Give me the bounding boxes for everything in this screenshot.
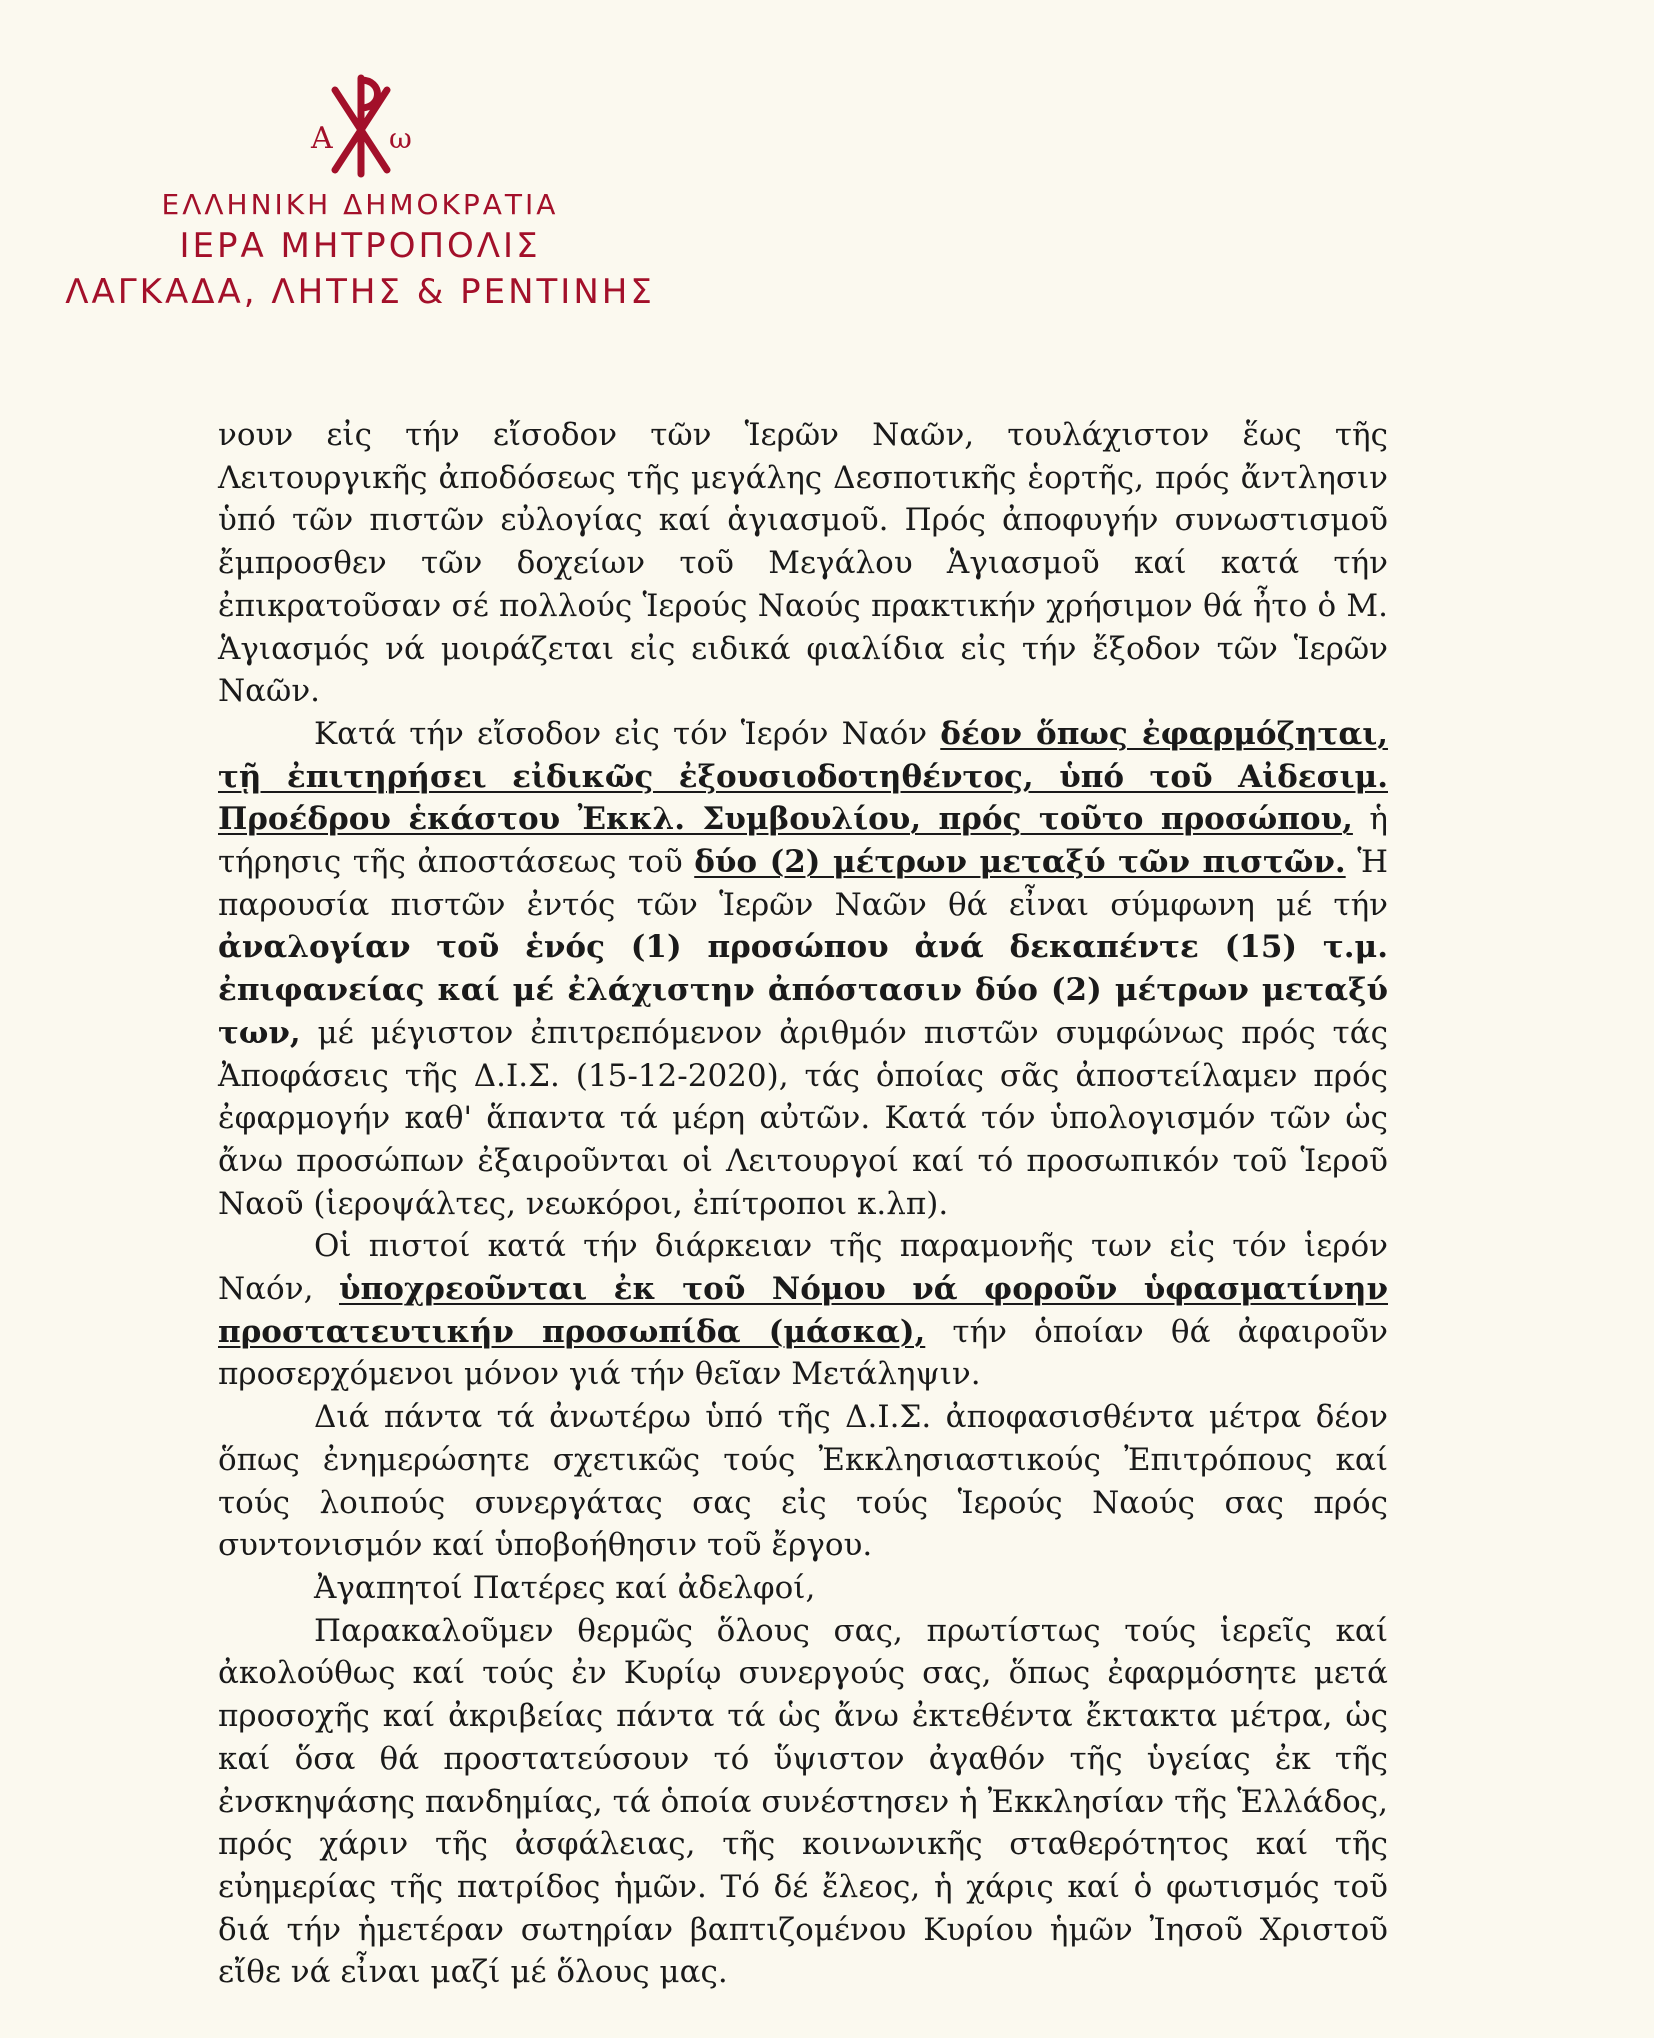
text-run: Κατά τήν εἴσοδον εἰς τόν Ἱερόν Ναόν: [314, 715, 941, 752]
text-run: μέ μέγιστον ἐπιτρεπόμενον ἀριθμόν πιστῶν συμφώνως πρός τάς Ἀποφάσεις τῆς Δ.Ι.Σ. (15-12-2020), τάς ὁποίας σᾶς ἀποστείλαμεν πρός ἐφαρμογήν καθ' ἅπαντα τά μέρη αὐτῶν. Κατά τόν ὑπολογισμόν τῶν ὡς ἄνω προσώπων ἐξαιροῦνται οἱ Λειτουργοί καί τό προσωπικόν τοῦ Ἱεροῦ Ναοῦ (ἱεροψάλτες, νεωκόροι, ἐπίτροποι κ.λπ).: [218, 1014, 1388, 1222]
salutation: Ἀγαπητοί Πατέρες καί ἀδελφοί,: [314, 1569, 816, 1606]
metropolis-title: ΙΕΡΑ ΜΗΤΡΟΠΟΛΙΣ: [179, 225, 541, 266]
letterhead: [60, 70, 660, 316]
svg-text:ω: ω: [389, 122, 412, 155]
paragraph-4: Διά πάντα τά ἀνωτέρω ὑπό τῆς Δ.Ι.Σ. ἀποφασισθέντα μέτρα δέον ὅπως ἐνημερώσητε σχετικῶς τούς Ἐκκλησιαστικούς Ἐπιτρόπους καί τούς λοιπούς συνεργάτας σας εἰς τούς Ἱερούς Ναούς σας πρός συντονισμόν καί ὑποβοήθησιν τοῦ ἔργου.: [218, 1399, 1388, 1564]
text-run: τήν ὁποίαν θά ἀφαιροῦν προσερχόμενοι μόνον γιά τήν θεῖαν Μετάληψιν.: [218, 1313, 1388, 1393]
letter-body: [218, 414, 1388, 1994]
state-name: ΕΛΛΗΝΙΚΗ ΔΗΜΟΚΡΑΤΙΑ: [161, 188, 559, 221]
text-run: Ἡ παρουσία πιστῶν ἐντός τῶν Ἱερῶν Ναῶν θά εἶναι σύμφωνη μέ τήν: [218, 844, 1388, 923]
underlined-distance: δύο (2) μέτρων μεταξύ τῶν πιστῶν.: [694, 844, 1346, 881]
chi-rho-alpha-omega-icon: [305, 70, 415, 180]
paragraph-1: νουν εἰς τήν εἴσοδον τῶν Ἱερῶν Ναῶν, τουλάχιστον ἕως τῆς Λειτουργικῆς ἀποδόσεως τῆς μεγάλης Δεσποτικῆς ἑορτῆς, πρός ἄντλησιν ὑπό τῶν πιστῶν εὐλογίας καί ἁγιασμοῦ. Πρός ἀποφυγήν συνωστισμοῦ ἔμπροσθεν τῶν δοχείων τοῦ Μεγάλου Ἁγιασμοῦ καί κατά τήν ἐπικρατοῦσαν σέ πολλούς Ἱερούς Ναούς πρακτικήν χρήσιμον θά ἦτο ὁ Μ. Ἁγιασμός νά μοιράζεται εἰς ειδικά φιαλίδια εἰς τήν ἔξοδον τῶν Ἱερῶν Ναῶν.: [218, 417, 1388, 710]
svg-text:A: A: [311, 121, 333, 156]
underlined-mask-rule: ὑποχρεοῦνται ἐκ τοῦ Νόμου νά φοροῦν ὑφασματίνην προστατευτικήν προσωπίδα (μάσκα),: [218, 1271, 1388, 1350]
text-run: Οἱ πιστοί κατά τήν διάρκειαν τῆς παραμονῆς των εἰς τόν ἱερόν Ναόν,: [218, 1228, 1388, 1308]
paragraph-6: Παρακαλοῦμεν θερμῶς ὅλους σας, πρωτίστως τούς ἱερεῖς καί ἀκολούθως καί τούς ἐν Κυρίῳ συνεργούς σας, ὅπως ἐφαρμόσητε μετά προσοχῆς καί ἀκριβείας πάντα τά ὡς ἄνω ἐκτεθέντα ἔκτακτα μέτρα, ὡς καί ὅσα θά προστατεύσουν τό ὕψιστον ἀγαθόν τῆς ὑγείας ἐκ τῆς ἐνσκηψάσης πανδημίας, τά ὁποία συνέστησεν ἡ Ἐκκλησίαν τῆς Ἑλλάδος, πρός χάριν τῆς ἀσφάλειας, τῆς κοινωνικῆς σταθερότητος καί τῆς εὐημερίας τῆς πατρίδος ἡμῶν. Τό δέ ἔλεος, ἡ χάρις καί ὁ φωτισμός τοῦ διά τήν ἡμετέραν σωτηρίαν βαπτιζομένου Κυρίου ἡμῶν Ἰησοῦ Χριστοῦ εἴθε νά εἶναι μαζί μέ ὅλους μας.: [218, 1612, 1388, 1991]
underlined-instruction: δέον ὅπως ἐφαρμόζηται, τῇ ἐπιτηρήσει εἰδικῶς ἐξουσιοδοτηθέντος, ὑπό τοῦ Αἰδεσιμ. Προέδρου ἑκάστου Ἐκκλ. Συμβουλίου, πρός τοῦτο προσώπου,: [218, 715, 1388, 838]
bold-ratio: ἀναλογίαν τοῦ ἑνός (1) προσώπου ἀνά δεκαπέντε (15) τ.μ. ἐπιφανείας καί μέ ἐλάχιστην ἀπόστασιν δύο (2) μέτρων μεταξύ των,: [218, 929, 1388, 1051]
paragraph-3: [218, 1225, 1388, 1396]
text-run: ἡ τήρησις τῆς ἀποστάσεως τοῦ: [218, 801, 1388, 881]
metropolis-name: ΛΑΓΚΑΔΑ, ΛΗΤΗΣ & ΡΕΝΤΙΝΗΣ: [65, 271, 655, 312]
paragraph-2: [218, 713, 1388, 1225]
